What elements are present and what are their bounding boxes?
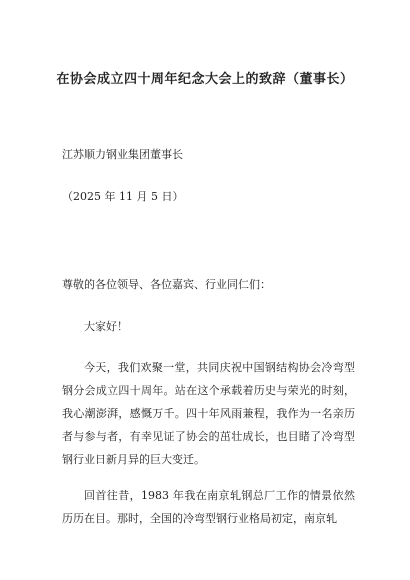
- paragraph-1: 今天，我们欢聚一堂，共同庆祝中国钢结构协会冷弯型钢分会成立四十周年。站在这个承载着历史与荣光的时刻，我心潮澎湃，感慨万千。四十年风雨兼程，我作为一名亲历者与参与者，有幸见证了协会的茁壮成长，也目睹了冷弯型钢行业日新月异的巨大变迁。: [62, 361, 355, 466]
- document-title: 在协会成立四十周年纪念大会上的致辞（董事长）: [56, 72, 354, 87]
- speaker-line: 江苏顺力钢业集团董事长: [62, 148, 183, 161]
- paragraph-2: 回首往昔，1983 年我在南京轧钢总厂工作的情景依然历历在目。那时，全国的冷弯型钢行业格局初定，南京轧: [62, 489, 355, 525]
- salutation: 尊敬的各位领导、各位嘉宾、行业同仁们：: [62, 278, 271, 291]
- greeting: 大家好！: [84, 320, 128, 333]
- date-line: （2025 年 11 月 5 日）: [62, 190, 184, 203]
